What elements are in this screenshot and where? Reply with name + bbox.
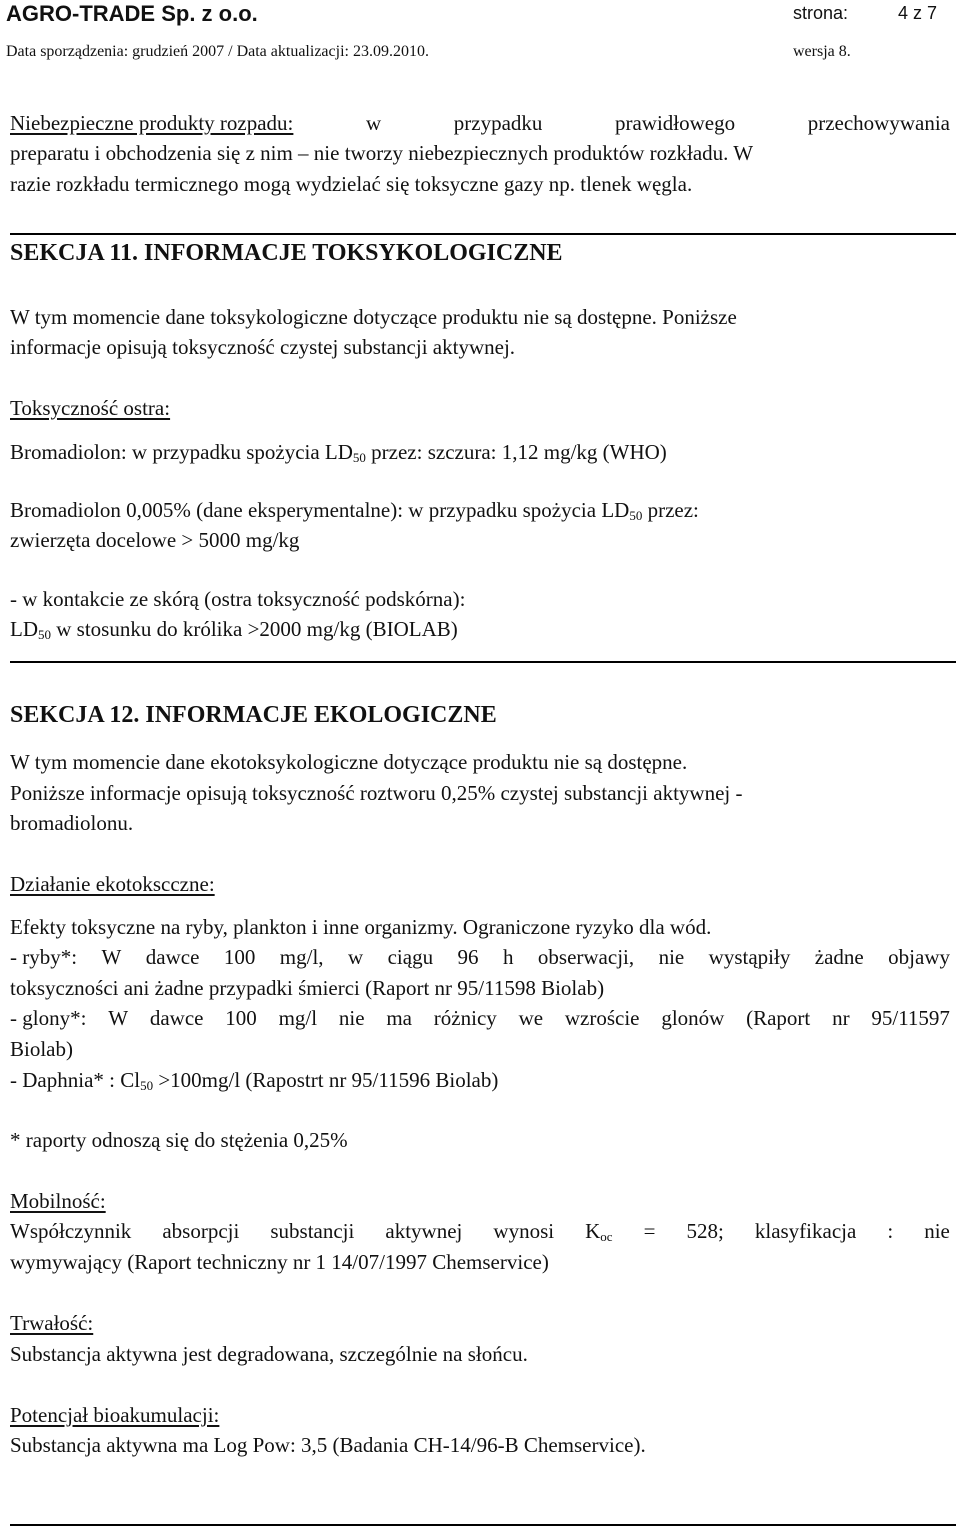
word: przypadku: [453, 111, 543, 135]
decomposition-line-3: razie rozkładu termicznego mogą wydzielać się toksyczne gazy np. tlenek węgla.: [10, 172, 693, 196]
skin-contact-line: - w kontakcie ze skórą (ostra toksyczność podskórna):: [10, 587, 466, 611]
section-12-intro-1: W tym momencie dane ekotoksykologiczne dotyczące produktu nie są dostępne.: [10, 750, 688, 774]
persistence-label: Trwałość:: [10, 1311, 94, 1335]
decomposition-line-2: preparatu i obchodzenia się z nim – nie tworzy niebezpiecznych produktów rozkładu. W: [10, 141, 754, 165]
mobility-label: Mobilność:: [10, 1189, 106, 1213]
page-number: 4 z 7: [898, 3, 938, 23]
section-11-intro-1: W tym momencie dane toksykologiczne dotyczące produktu nie są dostępne. Poniższe: [10, 305, 737, 329]
section-11-heading: SEKCJA 11. INFORMACJE TOKSYKOLOGICZNE: [10, 240, 563, 266]
mobility-line-1: Współczynnik absorpcji substancji aktywnej wynosi $K_{oc}$ = 528; klasyfikacja : nie: [10, 1219, 950, 1244]
persistence-text: Substancja aktywna jest degradowana, szczególnie na słońcu.: [10, 1342, 528, 1366]
koc-symbol: $K_{oc}$: [585, 1219, 613, 1244]
target-animals-line: zwierzęta docelowe > 5000 mg/kg: [10, 528, 300, 552]
section-12-heading: SEKCJA 12. INFORMACJE EKOLOGICZNE: [10, 702, 497, 728]
ecotox-label: Działanie ekotokscczne:: [10, 872, 215, 896]
word: prawidłowego: [614, 111, 736, 135]
company-name: AGRO-TRADE Sp. z o.o.: [6, 1, 258, 26]
section-12-intro-3: bromadiolonu.: [10, 811, 134, 835]
section-12-intro-2: Poniższe informacje opisują toksyczność roztworu 0,25% czystej substancji aktywnej -: [10, 781, 743, 805]
bioaccumulation-label: Potencjał bioakumulacji:: [10, 1403, 220, 1427]
mobility-line-2: wymywający (Raport techniczny nr 1 14/07/1997 Chemservice): [10, 1250, 549, 1274]
effects-line: Efekty toksyczne na ryby, plankton i inne organizmy. Ograniczone ryzyko dla wód.: [10, 915, 712, 939]
decomposition-line-1: [10, 111, 950, 136]
version-label: wersja 8.: [793, 43, 851, 60]
section-11-intro-2: informacje opisują toksyczność czystej substancji aktywnej.: [10, 335, 516, 359]
bromadiolon-005-line: Bromadiolon 0,005% (dane eksperymentalne): w przypadku spożycia $LD_{50}$ przez:: [10, 498, 699, 523]
decomposition-label: Niebezpieczne produkty rozpadu:: [10, 111, 294, 135]
section-divider: [10, 1524, 956, 1526]
section-divider: [10, 233, 956, 235]
rabbit-ld50-line: $LD_{50}$ w stosunku do królika >2000 mg/kg (BIOLAB): [10, 617, 458, 642]
algae-line-2: Biolab): [10, 1037, 73, 1061]
word: przechowywania: [807, 111, 950, 135]
footnote-line: * raporty odnoszą się do stężenia 0,25%: [10, 1128, 348, 1152]
bioaccumulation-text: Substancja aktywna ma Log Pow: 3,5 (Badania CH-14/96-B Chemservice).: [10, 1433, 646, 1457]
page-label: strona:: [793, 3, 849, 23]
section-divider: [10, 661, 956, 663]
algae-line-1: - glony*: W dawce 100 mg/l nie ma różnicy we wzroście glonów (Raport nr 95/11597: [10, 1006, 950, 1030]
date-line: Data sporządzenia: grudzień 2007 / Data aktualizacji: 23.09.2010.: [6, 43, 429, 60]
word: w: [365, 111, 382, 135]
fish-line-2: toksyczności ani żadne przypadki śmierci (Raport nr 95/11598 Biolab): [10, 976, 605, 1000]
fish-line-1: - ryby*: W dawce 100 mg/l, w ciągu 96 h obserwacji, nie wystąpiły żadne objawy: [10, 945, 950, 969]
daphnia-line: - Daphnia* : $Cl_{50} >100mg/l$ (Rapostrt nr 95/11596 Biolab): [10, 1068, 499, 1093]
bromadiolon-ld50-line: Bromadiolon: w przypadku spożycia $LD_{50}$ przez: szczura: 1,12 mg/kg (WHO): [10, 440, 667, 465]
acute-toxicity-label: Toksyczność ostra:: [10, 396, 171, 420]
